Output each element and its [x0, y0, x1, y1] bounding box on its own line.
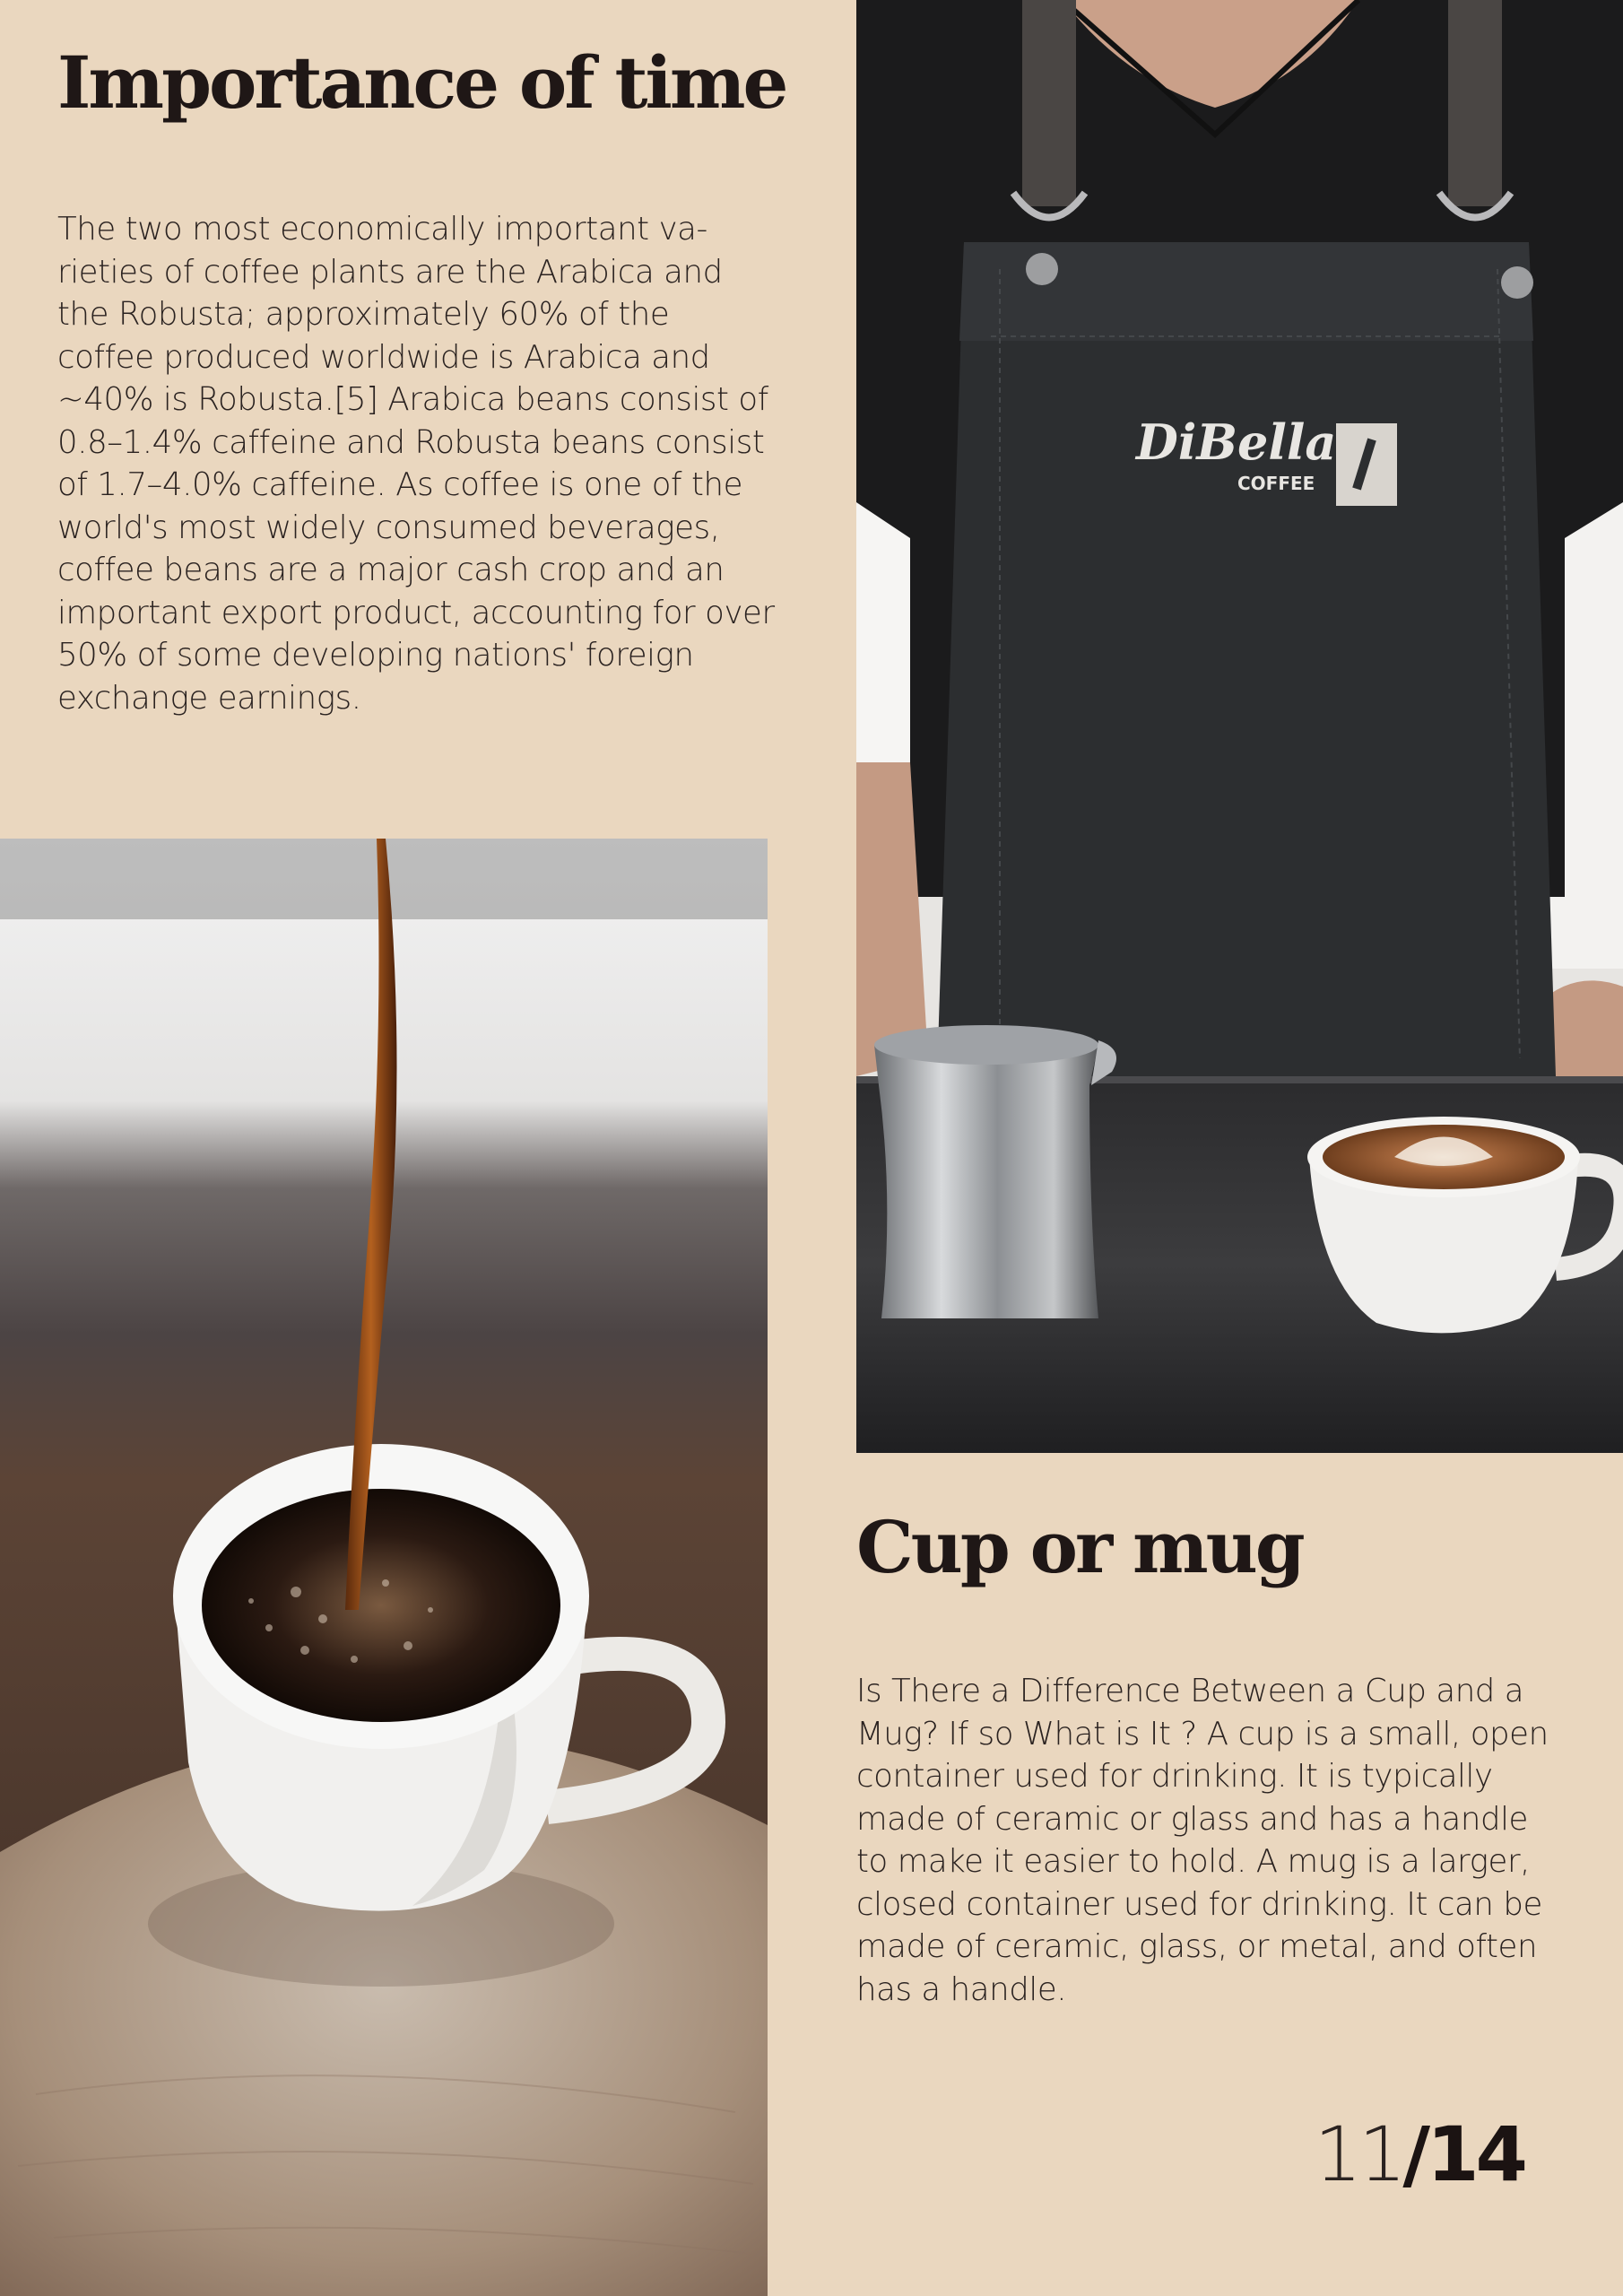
section-body-importance-of-time: The two most economically important va-rieties of coffee plants are the Arabica and the Robusta; approximately 60% of the coffee produced worldwide is Arabica and ~40% is Robusta.[5] Arabica beans consist of 0.8–1.4% caffeine and Robusta beans consist of 1.7–4.0% caffeine. As coffee is one of the world's most widely consumed beverages, coffee beans are a major cash crop and an important export product, accounting for over 50% of some developing nations' foreign exchange earnings.: [57, 211, 775, 717]
section-title-importance-of-time: Importance of time: [57, 40, 786, 125]
section-title-cup-or-mug: Cup or mug: [856, 1505, 1303, 1589]
apron-logo-sub: COFFEE: [1237, 473, 1315, 494]
page-current: 11: [1314, 2110, 1403, 2198]
apron-logo-brand: DiBella: [1136, 413, 1337, 471]
page-number: [1291, 2110, 1524, 2198]
coffee-pour-photo: [0, 839, 768, 2296]
barista-photo: [856, 0, 1623, 1453]
section-body-cup-or-mug: Is There a Difference Between a Cup and a Mug? If so What is It ? A cup is a small, open container used for drinking. It is typically made of ceramic or glass and has a handle to make it easier to hold. A mug is a larger, closed container used for drinking. It can be made of ceramic, glass, or metal, and often has a handle.: [856, 1673, 1549, 2008]
page-total: /14: [1402, 2110, 1524, 2198]
